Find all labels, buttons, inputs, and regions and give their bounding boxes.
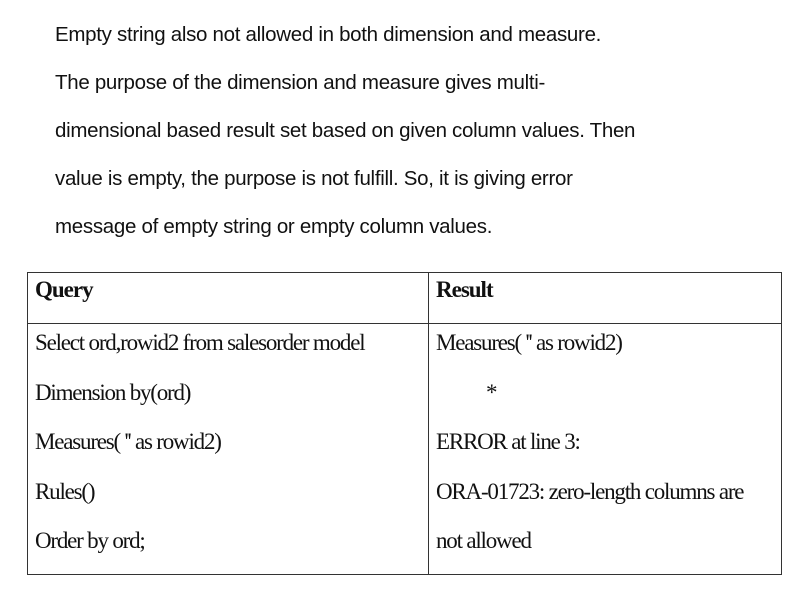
result-line: ORA-01723: zero-length columns are (436, 478, 744, 504)
query-line: Rules() (35, 478, 95, 504)
table-row (28, 324, 782, 575)
query-line: Dimension by(ord) (35, 379, 191, 405)
error-pointer: * (486, 379, 497, 405)
result-line: Measures( '' as rowid2) (436, 330, 622, 355)
result-line: ERROR at line 3: (436, 429, 580, 454)
paragraph-line: value is empty, the purpose is not fulfill. So, it is giving error (55, 167, 573, 190)
query-result-table (27, 272, 782, 575)
result-line: not allowed (436, 528, 531, 553)
paragraph-line: The purpose of the dimension and measure gives multi- (55, 71, 546, 94)
body-paragraph (55, 11, 785, 251)
result-cell (429, 324, 782, 575)
paragraph-line: Empty string also not allowed in both dimension and measure. (55, 23, 602, 46)
header-query: Query (28, 273, 429, 324)
query-line: Order by ord; (35, 528, 145, 553)
table-header-row (28, 273, 782, 324)
header-result: Result (429, 273, 782, 324)
paragraph-line: dimensional based result set based on given column values. Then (55, 119, 636, 142)
query-line: Measures( '' as rowid2) (35, 429, 221, 454)
paragraph-line: message of empty string or empty column values. (55, 215, 493, 238)
query-cell (28, 324, 429, 575)
query-line: Select ord,rowid2 from salesorder model (35, 330, 365, 355)
